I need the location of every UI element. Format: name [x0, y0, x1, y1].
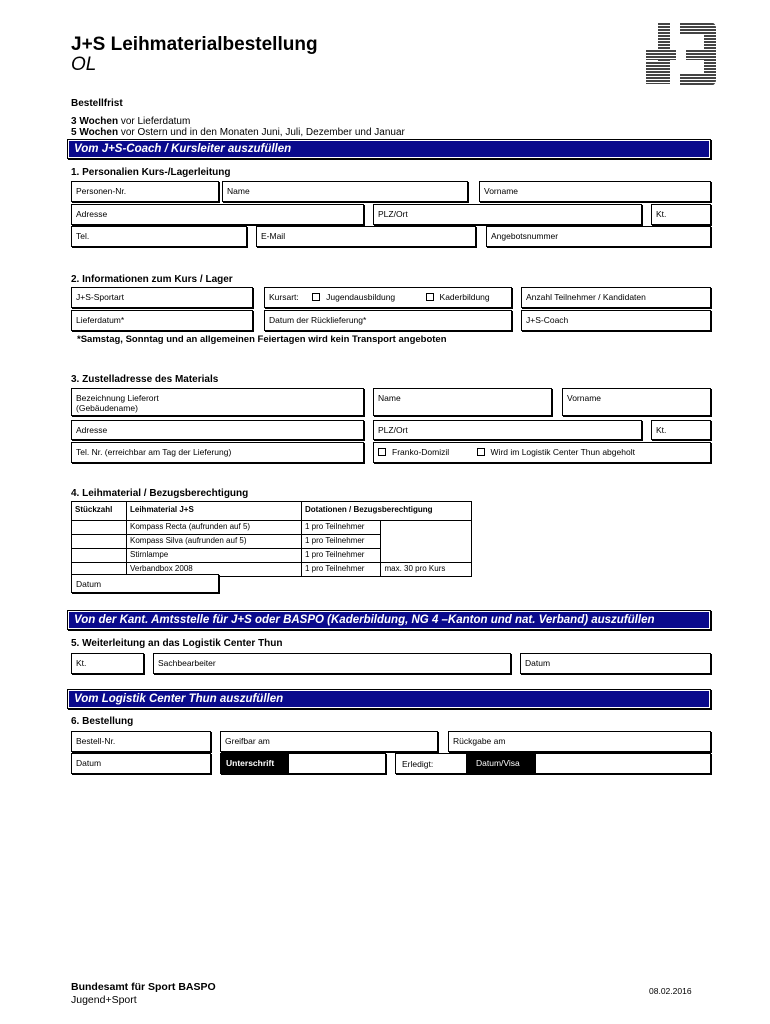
erledigt-label: Erledigt:	[402, 759, 434, 769]
kursart-label: Kursart:	[269, 292, 299, 302]
weiterleitung-datum-field[interactable]: Datum	[520, 653, 711, 674]
zustell-name-field[interactable]: Name	[373, 388, 552, 416]
page-title: J+S Leihmaterialbestellung	[71, 34, 318, 55]
section-bar-coach: Vom J+S-Coach / Kursleiter auszufüllen	[67, 139, 711, 159]
footer-sub: Jugend+Sport	[71, 994, 137, 1006]
zustell-plz-ort-field[interactable]: PLZ/Ort	[373, 420, 642, 440]
sachbearbeiter-field[interactable]: Sachbearbeiter	[153, 653, 511, 674]
zustell-tel-field[interactable]: Tel. Nr. (erreichbar am Tag der Lieferung)	[71, 442, 364, 463]
section-3-heading: 3. Zustelladresse des Materials	[71, 374, 219, 385]
footer-date: 08.02.2016	[649, 986, 692, 996]
greifbar-field[interactable]: Greifbar am	[220, 731, 438, 752]
jugendausbildung-checkbox[interactable]	[312, 293, 320, 301]
section-5-heading: 5. Weiterleitung an das Logistik Center Thun	[71, 638, 283, 649]
deadline-line-2-bold: 5 Wochen	[71, 127, 119, 138]
table-row	[72, 521, 472, 535]
footer-org: Bundesamt für Sport BASPO	[71, 981, 216, 993]
abgeholt-checkbox[interactable]	[477, 448, 485, 456]
qty-cell-1[interactable]	[72, 521, 127, 535]
kt-field[interactable]: Kt.	[651, 204, 711, 225]
jugendausbildung-option[interactable]	[312, 292, 395, 302]
bestell-nr-field[interactable]: Bestell-Nr.	[71, 731, 211, 752]
section-bar-lct: Vom Logistik Center Thun auszufüllen	[67, 689, 711, 709]
unterschrift-label: Unterschrift	[221, 754, 289, 773]
tel-field[interactable]: Tel.	[71, 226, 247, 247]
dotation-extra-cell	[381, 521, 472, 563]
section-bar-kant: Von der Kant. Amtsstelle für J+S oder BASPO (Kaderbildung, NG 4 –Kanton und nat. Verband) auszufüllen	[67, 610, 711, 630]
bestellung-datum-field[interactable]: Datum	[71, 753, 211, 774]
lieferort-field[interactable]	[71, 388, 364, 416]
angebotsnummer-field[interactable]: Angebotsnummer	[486, 226, 711, 247]
material-cell: Stirnlampe	[127, 549, 302, 563]
section-2-heading: 2. Informationen zum Kurs / Lager	[71, 274, 233, 285]
qty-cell-3[interactable]	[72, 549, 127, 563]
deadline-heading: Bestellfrist	[71, 98, 123, 109]
section-4-heading: 4. Leihmaterial / Bezugsberechtigung	[71, 488, 249, 499]
personen-nr-field[interactable]: Personen-Nr.	[71, 181, 219, 202]
section-1-heading: 1. Personalien Kurs-/Lagerleitung	[71, 167, 231, 178]
zustell-vorname-field[interactable]: Vorname	[562, 388, 711, 416]
dotation-cell: 1 pro Teilnehmer	[302, 535, 381, 549]
vorname-field[interactable]: Vorname	[479, 181, 711, 202]
material-table-header	[72, 502, 472, 521]
material-cell: Kompass Recta (aufrunden auf 5)	[127, 521, 302, 535]
plz-ort-field[interactable]: PLZ/Ort	[373, 204, 642, 225]
franko-checkbox[interactable]	[378, 448, 386, 456]
kaderbildung-label: Kaderbildung	[439, 292, 490, 302]
dotation-cell: 1 pro Teilnehmer	[302, 563, 381, 577]
ruecklieferung-field[interactable]: Datum der Rücklieferung*	[264, 310, 512, 331]
weiterleitung-kt-field[interactable]: Kt.	[71, 653, 144, 674]
unterschrift-field[interactable]	[220, 753, 386, 774]
franko-label: Franko-Domizil	[392, 447, 450, 457]
kaderbildung-checkbox[interactable]	[426, 293, 434, 301]
section-6-heading: 6. Bestellung	[71, 716, 134, 727]
material-cell: Kompass Silva (aufrunden auf 5)	[127, 535, 302, 549]
transport-note: *Samstag, Sonntag und an allgemeinen Feiertagen wird kein Transport angeboten	[77, 334, 447, 345]
js-coach-field[interactable]: J+S-Coach	[521, 310, 711, 331]
deadline-line-1	[71, 116, 190, 127]
franko-option[interactable]	[378, 447, 449, 457]
datum-visa-label: Datum/Visa	[466, 754, 536, 773]
dotation-extra-cell: max. 30 pro Kurs	[381, 563, 472, 577]
rueckgabe-field[interactable]: Rückgabe am	[448, 731, 711, 752]
zustell-option-field	[373, 442, 711, 463]
page-subtitle: OL	[71, 54, 97, 75]
deadline-line-2-rest: vor Ostern und in den Monaten Juni, Juli, Dezember und Januar	[118, 127, 405, 138]
email-field[interactable]: E-Mail	[256, 226, 476, 247]
lieferort-label-1: Bezeichnung Lieferort	[76, 393, 159, 403]
qty-cell-2[interactable]	[72, 535, 127, 549]
deadline-line-2	[71, 127, 405, 138]
dotation-cell: 1 pro Teilnehmer	[302, 549, 381, 563]
name-field[interactable]: Name	[222, 181, 468, 202]
lieferort-label-2: (Gebäudename)	[76, 403, 138, 413]
lieferdatum-field[interactable]: Lieferdatum*	[71, 310, 253, 331]
dotation-cell: 1 pro Teilnehmer	[302, 521, 381, 535]
material-table	[71, 501, 472, 577]
deadline-line-1-rest: vor Lieferdatum	[118, 116, 191, 127]
col-stueckzahl: Stückzahl	[72, 502, 127, 521]
jugendausbildung-label: Jugendausbildung	[326, 292, 396, 302]
erledigt-field[interactable]	[395, 753, 711, 774]
zustell-kt-field[interactable]: Kt.	[651, 420, 711, 440]
deadline-line-1-bold: 3 Wochen	[71, 116, 119, 127]
abgeholt-option[interactable]	[477, 447, 635, 457]
zustell-adresse-field[interactable]: Adresse	[71, 420, 364, 440]
js-logo-icon	[644, 20, 716, 88]
abgeholt-label: Wird im Logistik Center Thun abgeholt	[490, 447, 635, 457]
col-dotationen: Dotationen / Bezugsberechtigung	[302, 502, 472, 521]
kaderbildung-option[interactable]	[426, 292, 490, 302]
material-datum-field[interactable]: Datum	[71, 574, 219, 593]
material-cell: Verbandbox 2008	[127, 563, 302, 577]
adresse-field[interactable]: Adresse	[71, 204, 364, 225]
sportart-field[interactable]: J+S-Sportart	[71, 287, 253, 308]
anzahl-teilnehmer-field[interactable]: Anzahl Teilnehmer / Kandidaten	[521, 287, 711, 308]
kursart-field	[264, 287, 512, 308]
col-leihmaterial: Leihmaterial J+S	[127, 502, 302, 521]
